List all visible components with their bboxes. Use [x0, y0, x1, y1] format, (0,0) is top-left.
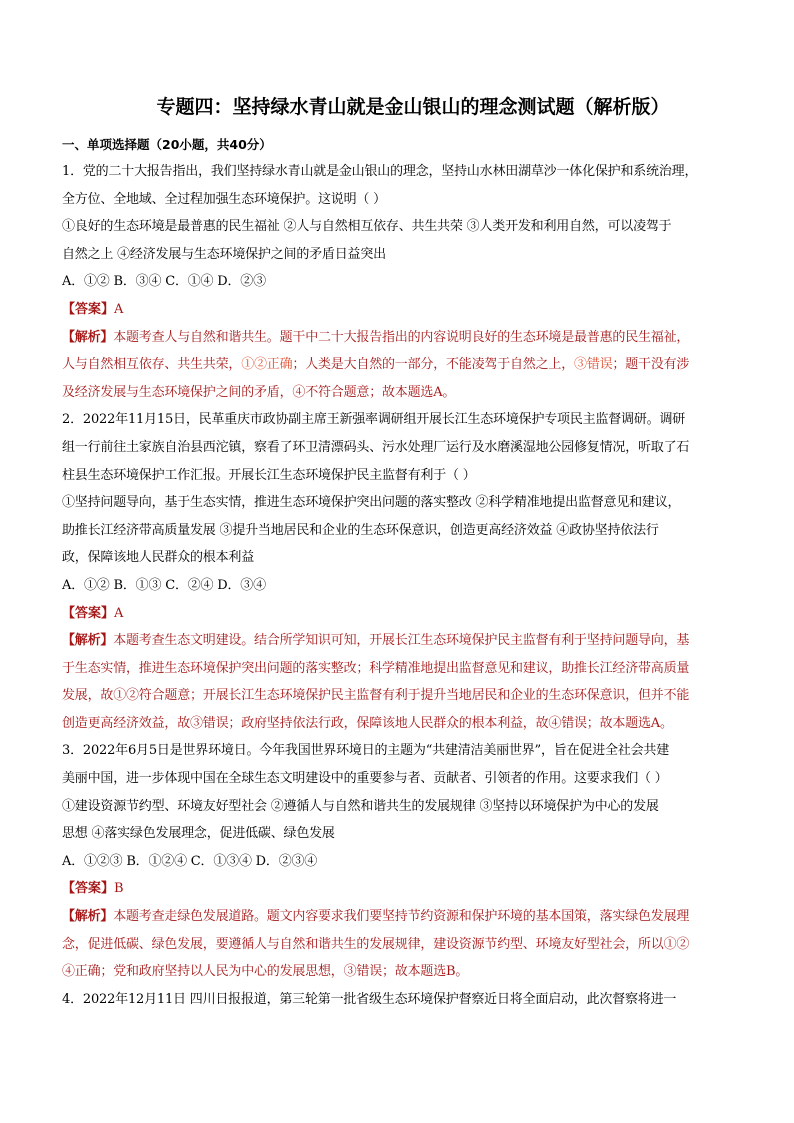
question-statement-line: 思想 ④落实绿色发展理念，促进低碳、绿色发展 — [62, 826, 335, 842]
question-statement-line: ①坚持问题导向，基于生态实情，推进生态环境保护突出问题的落实整改 ②科学精准地提出监督意见和建议， — [62, 495, 681, 511]
analysis-tag: 【解析】 — [62, 633, 114, 649]
question-3 — [62, 737, 754, 985]
analysis-line — [62, 931, 754, 959]
answer-line — [62, 600, 754, 628]
analysis-line — [62, 351, 754, 379]
question-options: A．①② B．①③ C．②④ D．③④ — [62, 577, 266, 593]
analysis-judgement: ①②正确 — [241, 357, 293, 373]
analysis-judgement: ③错误 — [574, 357, 613, 373]
analysis-line — [62, 958, 754, 986]
page-title: 专题四：坚持绿水青山就是金山银山的理念测试题（解析版） — [156, 96, 670, 118]
analysis-line — [62, 324, 754, 352]
analysis-text: 本题考查人与自然和谐共生。题干中二十大报告指出的内容说明良好的生态环境是最普惠的民生福祉， — [113, 329, 690, 345]
answer-tag: 【答案】 — [62, 301, 115, 317]
answer-value: A — [114, 605, 124, 621]
section-heading: 一、单项选择题（20小题，共40分） — [62, 137, 272, 152]
analysis-text: 本题考查生态文明建设。结合所学知识可知，开展长江生态环境保护民主监督有利于坚持问题导向，基 — [113, 633, 690, 649]
analysis-text: ；题干没有涉 — [612, 357, 690, 373]
analysis-block — [62, 903, 754, 986]
analysis-text: 于生态实情，推进生态环境保护突出问题的落实整改；科学精准地提出监督意见和建议，助推长江经济带高质量 — [62, 660, 690, 676]
question-2 — [62, 406, 754, 737]
question-stem-line: 全方位、全地域、全过程加强生态环境保护。这说明（ ） — [62, 191, 386, 207]
analysis-tag: 【解析】 — [62, 329, 114, 345]
analysis-line — [62, 710, 754, 738]
analysis-text: 发展，故①②符合题意；开展长江生态环境保护民主监督有利于提升当地居民和企业的生态环保意识，但并不能 — [62, 688, 690, 704]
answer-value: A — [114, 301, 124, 317]
question-1 — [62, 158, 754, 406]
analysis-text: ；人类是大自然的一部分，不能凌驾于自然之上， — [292, 357, 575, 373]
question-statement-line: 助推长江经济带高质量发展 ③提升当地居民和企业的生态环保意识，创造更高经济效益 ④政协坚持依法行 — [62, 522, 659, 538]
analysis-text: 念，促进低碳、绿色发展，要遵循人与自然和谐共生的发展规律，建设资源节约型、环境友好型社会，所以①② — [62, 936, 690, 952]
analysis-text: ④正确；党和政府坚持以人民为中心的发展思想，③错误；故本题选B。 — [62, 964, 469, 980]
question-stem-line: 4．2022年12月11日 四川日报报道，第三轮第一批省级生态环境保护督察近日将全面启动，此次督察将进一 — [62, 991, 677, 1007]
analysis-text: 本题考查走绿色发展道路。题文内容要求我们要坚持节约资源和保护环境的基本国策，落实绿色发展理 — [113, 909, 690, 925]
question-statement-line: ①建设资源节约型、环境友好型社会 ②遵循人与自然和谐共生的发展规律 ③坚持以环境保护为中心的发展 — [62, 798, 659, 814]
analysis-line — [62, 903, 754, 931]
question-statement-line: ①良好的生态环境是最普惠的民生福祉 ②人与自然相互依存、共生共荣 ③人类开发和利用自然，可以凌驾于 — [62, 219, 672, 235]
answer-tag: 【答案】 — [62, 881, 115, 897]
analysis-block — [62, 324, 754, 407]
question-options: A．①②③ B．①②④ C．①③④ D．②③④ — [62, 853, 318, 869]
question-4 — [62, 986, 754, 1014]
question-stem-line: 美丽中国，进一步体现中国在全球生态文明建设中的重要参与者、贡献者、引领者的作用。这要求我们（ ） — [62, 771, 668, 787]
question-stem-line: 3．2022年6月5日是世界环境日。今年我国世界环境日的主题为“共建清洁美丽世界”，旨在促进全社会共建 — [62, 743, 669, 759]
question-stem-line: 1．党的二十大报告指出，我们坚持绿水青山就是金山银山的理念，坚持山水林田湖草沙一体化保护和系统治理， — [62, 164, 698, 179]
analysis-block — [62, 627, 754, 737]
analysis-line — [62, 379, 754, 407]
answer-line — [62, 875, 754, 903]
analysis-text: 及经济发展与生态环境保护之间的矛盾，④不符合题意；故本题选A。 — [62, 384, 456, 400]
question-statement-line: 政，保障该地人民群众的根本利益 — [62, 550, 255, 566]
answer-line — [62, 296, 754, 324]
question-stem-line: 2．2022年11月15日，民革重庆市政协副主席王新强率调研组开展长江生态环境保护专项民主监督调研。调研 — [62, 412, 686, 428]
analysis-text: 创造更高经济效益，故③错误；政府坚持依法行政，保障该地人民群众的根本利益，故④错误；故本题选A。 — [62, 715, 673, 731]
question-statement-line: 自然之上 ④经济发展与生态环境保护之间的矛盾日益突出 — [62, 246, 386, 262]
question-options: A．①② B．③④ C．①④ D．②③ — [62, 274, 266, 290]
analysis-tag: 【解析】 — [62, 909, 114, 925]
question-stem-line: 组一行前往土家族自治县西沱镇，察看了环卫清漂码头、污水处理厂运行及水磨溪湿地公园修复情况，听取了石 — [62, 439, 690, 455]
analysis-line — [62, 627, 754, 655]
question-stem-line: 柱县生态环境保护工作汇报。开展长江生态环境保护民主监督有利于（ ） — [62, 467, 476, 483]
answer-tag: 【答案】 — [62, 605, 115, 621]
answer-value: B — [114, 881, 124, 897]
analysis-line — [62, 655, 754, 683]
analysis-text: 人与自然相互依存、共生共荣， — [62, 357, 242, 373]
analysis-line — [62, 682, 754, 710]
